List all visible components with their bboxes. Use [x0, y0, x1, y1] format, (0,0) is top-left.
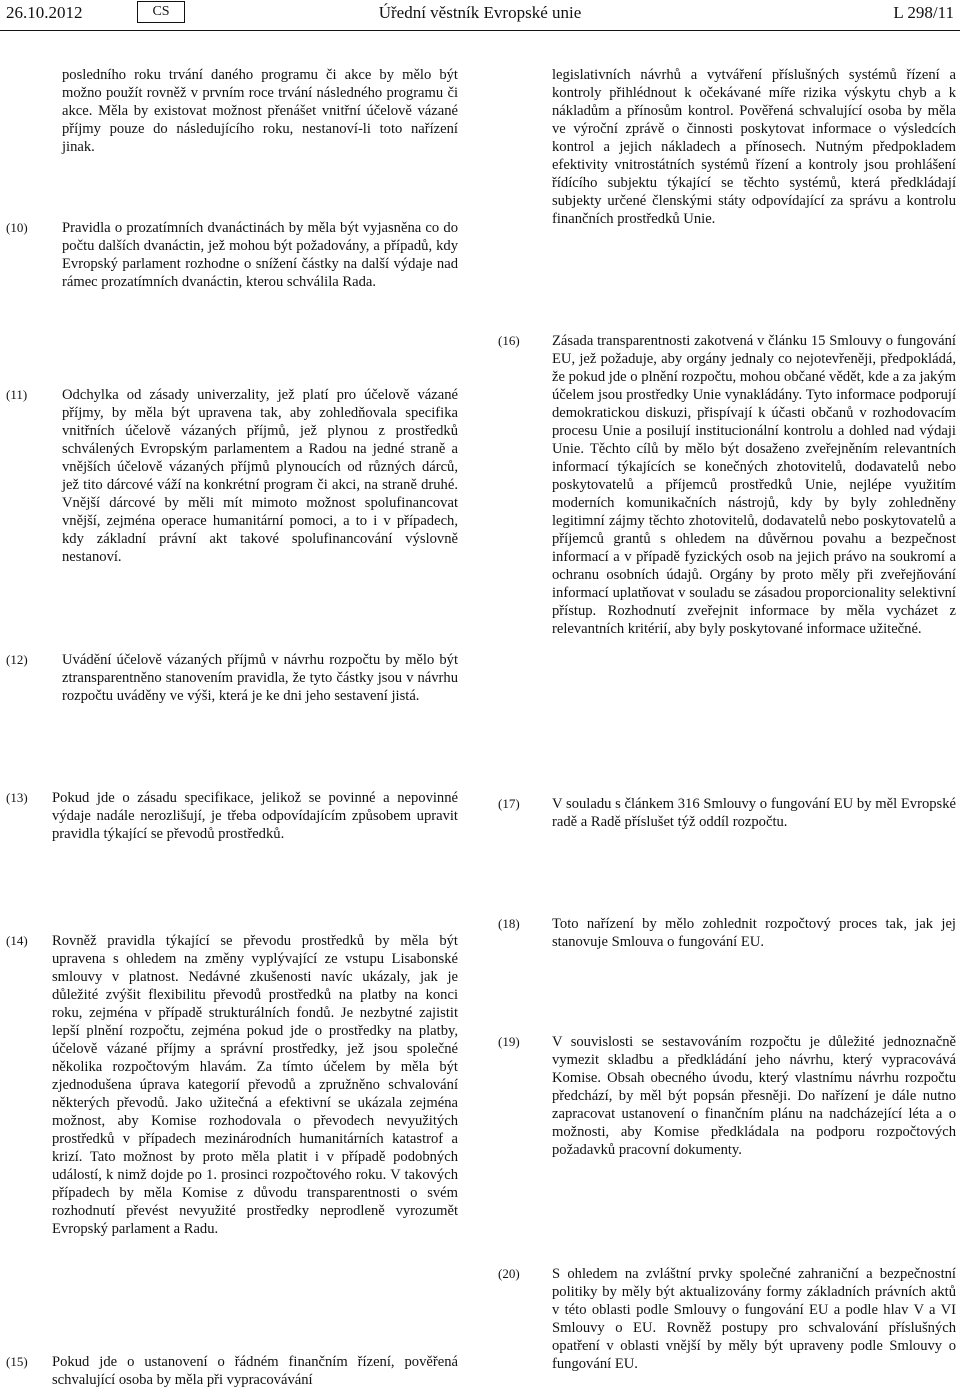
page-number: L 298/11: [893, 3, 954, 22]
page-header: [0, 0, 960, 30]
paragraph-17: V souladu s článkem 316 Smlouvy o fungování EU by měl Evropské radě a Radě příslušet týž oddíl rozpočtu.: [552, 796, 956, 830]
paragraph-10: Pravidla o prozatímních dvanáctinách by měla být vyjasněna co do počtu dalších dvanáctin, jež mohou být požadovány, a případů, kdy Evropský parlament rozhodne o snížení částky na další výdaje nad rámec prozatímních dvanáctin, kterou schválila Rada.: [62, 220, 458, 290]
paragraph-number-12: (12): [6, 652, 28, 667]
paragraph-11: Odchylka od zásady univerzality, jež platí pro účelově vázané příjmy, by měla být upravena tak, aby zohledňovala specifika vnitřních účelově vázaných příjmů, jež plynou z prostředků schválených Evropským parlamentem a Radou na jedné straně a vnějších účelově vázaných příjmů plynoucích od různých dárců, jež tito dárcové váží na konkrétní program či akci, na straně druhé. Vnější dárcové by měli mít mimoto možnost spolufinancovat vnější, zejména operace humanitární pomoci, a to i v případech, kdy základní právní akt takové spolufinancování výslovně nestanoví.: [62, 387, 458, 565]
language-badge: CS: [137, 1, 185, 23]
paragraph-14: Rovněž pravidla týkající se převodu prostředků by měla být upravena s ohledem na změny vyplývající ze vstupu Lisabonské smlouvy v platnost. Nedávné zkušenosti navíc ukázaly, jak je důležité zvýšit flexibilitu převodů prostředků na platby na konci roku, zejména v případě strukturálních fondů. Je nezbytné zajistit lepší plnění rozpočtu, zejména pokud jde o prostředky na platby, účelově vázané příjmy a správní prostředky, jež jsou společné několika rozpočtovým hlavám. Za tímto účelem by měla být zjednodušena úprava kategorií převodů a zpružněno schvalování některých převodů. Jako užitečná a efektivní se ukázala zejména možnost, aby Komise rozhodovala o převodech nevyužitých prostředků v případech mezinárodních humanitárních katastrof a krizí. Tato možnost by proto měla platit i v případě podobných událostí, k nimž dojde po 1. prosinci rozpočtového roku. V takových případech by měla Komise z důvodu transparentnosti o svém rozhodnutí převést nevyužité prostředky neprodleně vyrozumět Evropský parlament a Radu.: [52, 933, 458, 1237]
paragraph-number-14: (14): [6, 933, 28, 948]
paragraph-number-19: (19): [498, 1034, 520, 1049]
paragraph-number-16: (16): [498, 333, 520, 348]
header-date: 26.10.2012: [6, 3, 83, 22]
paragraph-number-11: (11): [6, 387, 28, 402]
paragraph-12: Uvádění účelově vázaných příjmů v návrhu rozpočtu by mělo být ztransparentněno stanovením pravidla, že tyto částky jsou v návrhu rozpočtu uváděny ve výši, která je ke dni jeho sestavení jistá.: [62, 652, 458, 704]
paragraph-number-20: (20): [498, 1266, 520, 1281]
paragraph-number-17: (17): [498, 796, 520, 811]
journal-title: Úřední věstník Evropské unie: [378, 3, 582, 22]
header-rule: [0, 30, 960, 31]
paragraph-number-15: (15): [6, 1354, 28, 1369]
paragraph-20: S ohledem na zvláštní prvky společné zahraniční a bezpečnostní politiky by měly být aktualizovány formy základních právních aktů v této oblasti podle Smlouvy o fungování EU a podle hlav V a VI Smlouvy o EU. Rovněž postupy pro schvalování příslušných opatření v oblasti vnější by měly být upraveny podle Smlouvy o fungování EU.: [552, 1266, 956, 1372]
paragraph-continuation-right: legislativních návrhů a vytváření příslušných systémů řízení a kontroly přihlédnout k očekávané míře rizika výskytu chyb a k nákladům a přínosům kontrol. Pověřená schvalující osoba by měla ve výroční zprávě o činnosti poskytovat informace o výsledcích kontrol a jejich nákladech a přínosech. Nutným předpokladem efektivity vnitrostátních systémů řízení a kontroly jsou prohlášení řídícího subjektu týkající se těchto systémů, která předkládají subjekty určené členskými státy odpovídající za správu a kontrolu finančních prostředků Unie.: [552, 67, 956, 227]
paragraph-16: Zásada transparentnosti zakotvená v článku 15 Smlouvy o fungování EU, jež požaduje, aby orgány jednaly co nejotevřeněji, předpokládá, že pokud jde o plnění rozpočtu, mohou občané vědět, kde a za jakým účelem jsou prostředky Unie vynakládány. Tyto informace podporují demokratickou diskuzi, přispívají k účasti občanů v rozhodovacím procesu Unie a posilují institucionální kontrolu a dohled nad výdaji Unie. Těchto cílů by mělo být dosaženo zveřejněním relevantních informací týkajících se konečných zhotovitelů, dodavatelů nebo poskytovatelů a příjemců prostředků Unie, nejlépe využitím moderních komunikačních nástrojů, kdy by byly zohledněny legitimní zájmy těchto zhotovitelů, dodavatelů nebo poskytovatelů a příjemců grantů s ohledem na důvěrnou povahu a bezpečnost informací a v případě fyzických osob na jejich právo na soukromí a ochranu osobních údajů. Orgány by proto měly při zveřejňování informací uplatňovat v souladu se zásadou proporcionality selektivní přístup. Rozhodnutí zveřejnit informace by měla vycházet z relevantních kritérií, aby byly poskytované informace užitečné.: [552, 333, 956, 637]
paragraph-18: Toto nařízení by mělo zohlednit rozpočtový proces tak, jak jej stanovuje Smlouva o fungování EU.: [552, 916, 956, 950]
paragraph-13: Pokud jde o zásadu specifikace, jelikož se povinné a nepovinné výdaje nadále nerozlišují, je třeba odpovídajícím způsobem upravit pravidla týkající se převodů prostředků.: [52, 790, 458, 842]
paragraph-number-18: (18): [498, 916, 520, 931]
paragraph-number-13: (13): [6, 790, 28, 805]
paragraph-continuation-left: posledního roku trvání daného programu či akce by mělo být možno použít rovněž v prvním roce trvání následného programu či akce. Měla by existovat možnost přenášet vnitřní účelově vázané příjmy pouze do následujícího roku, nestanoví-li toto nařízení jinak.: [62, 67, 458, 155]
paragraph-19: V souvislosti se sestavováním rozpočtu je důležité jednoznačně vymezit skladbu a předkládání jeho návrhu, který vypracovává Komise. Obsah obecného úvodu, který vlastnímu návrhu rozpočtu předchází, by měl být popsán přesněji. Do nařízení je dále nutno zapracovat ustanovení o finančním plánu na nadcházející léta a o možnosti, aby Komise předkládala na podporu rozpočtových požadavků pracovní dokumenty.: [552, 1034, 956, 1158]
paragraph-15: Pokud jde o ustanovení o řádném finančním řízení, pověřená schvalující osoba by měla při vypracovávání: [52, 1354, 458, 1388]
paragraph-number-10: (10): [6, 220, 28, 235]
